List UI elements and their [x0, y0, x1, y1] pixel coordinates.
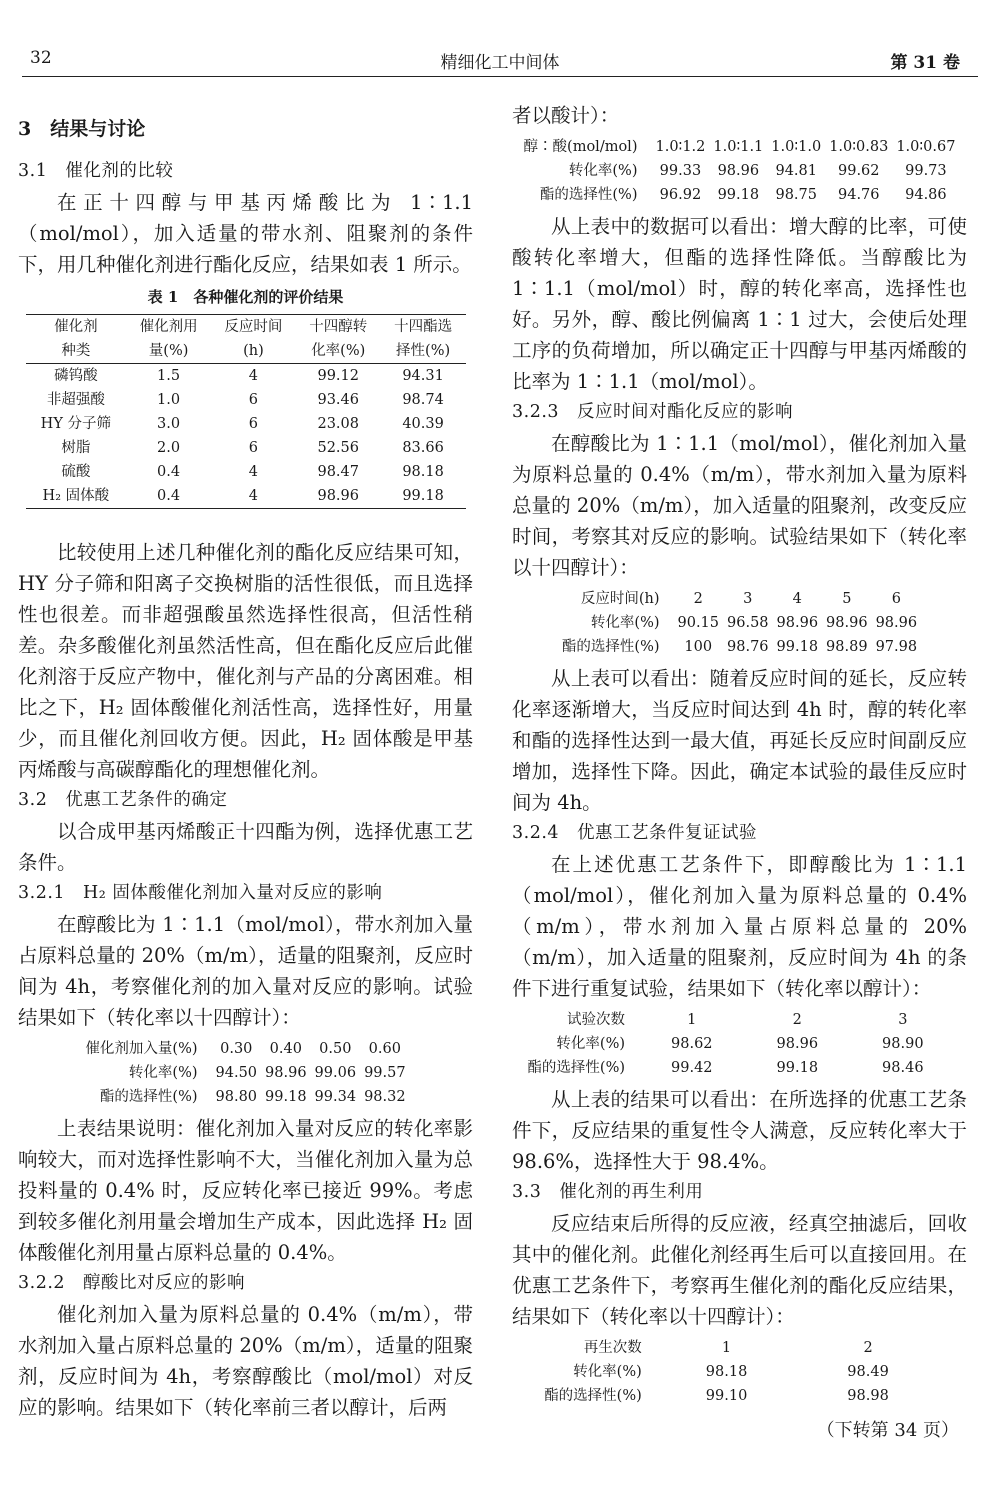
table-header-cell: 种类: [26, 339, 127, 364]
table-cell: 1.5: [157, 368, 181, 384]
table-cell: 2: [693, 591, 703, 607]
paragraph: 上表结果说明：催化剂加入量对反应的转化率影响较大，而对选择性影响不大，当催化剂加入量为总投料量的 0.4% 时，反应转化率已接近 99%。考虑到较多催化剂用量会增加生产成本，因此选择 H₂ 固体酸催化剂用量占原料总量的 0.4%。: [18, 1117, 473, 1264]
table-cell: 5: [842, 591, 852, 607]
paragraph: 比较使用上述几种催化剂的酯化反应结果可知，HY 分子筛和阳离子交换树脂的活性很低，而且选择性也很差。而非超强酸虽然选择性很高，但活性稍差。杂多酸催化剂虽然活性高，但在酯化反应后此催化剂溶于反应产物中，催化剂与产品的分离困难。相比之下，H₂ 固体酸催化剂活性高，选择性好，用量少，而且催化剂回收方便。因此，H₂ 固体酸是甲基丙烯酸与高碳醇酯化的理想催化剂。: [18, 541, 473, 781]
table-cell: 试验次数: [567, 1012, 626, 1028]
table-cell: 98.96: [776, 615, 819, 631]
table-header-cell: 十四酯选: [394, 319, 453, 335]
table-cell: 98.75: [775, 187, 817, 203]
regeneration-table: [540, 1336, 939, 1408]
table-row: [520, 159, 960, 183]
table-cell: 树脂: [61, 440, 91, 456]
table-cell: 1.0∶1.0: [771, 139, 822, 155]
paragraph: 在醇酸比为 1∶1.1（mol/mol），催化剂加入量为原料总量的 0.4%（m/m），带水剂加入量为原料总量的 20%（m/m），加入适量的阻聚剂，改变反应时间，考察其对反应的影响。试验结果如下（转化率以十四醇计）：: [512, 432, 967, 579]
table-header-cell: (h): [211, 339, 296, 364]
table-row: [520, 183, 960, 207]
table-row: [558, 611, 921, 635]
table-cell: 4: [792, 591, 802, 607]
table-cell: 1: [687, 1012, 697, 1028]
table-cell: 磷钨酸: [54, 368, 98, 384]
table-cell: 40.39: [402, 416, 444, 432]
table-cell: 98.18: [402, 464, 444, 480]
table-cell: 转化率(%): [568, 163, 638, 179]
table-cell: 90.15: [677, 615, 720, 631]
table-cell: 1.0∶0.83: [829, 139, 889, 155]
table-header-cell: 化率(%): [296, 339, 381, 364]
table-header-cell: 十四醇转: [309, 319, 368, 335]
continued-note: （下转第 34 页）: [816, 1420, 959, 1441]
table-cell: 98.80: [215, 1089, 258, 1105]
table-cell: 94.50: [215, 1065, 258, 1081]
table-cell: 1: [721, 1340, 732, 1356]
table-row: [26, 412, 466, 436]
table-row: [26, 436, 466, 460]
table-cell: 98.96: [776, 1036, 819, 1052]
table-cell: 52.56: [317, 440, 359, 456]
table-cell: 99.18: [776, 639, 819, 655]
ratio-table: [520, 135, 960, 207]
table-row: [540, 1360, 939, 1384]
table-cell: 99.10: [705, 1388, 748, 1404]
table-row: [558, 587, 921, 611]
table-row: [81, 1085, 409, 1109]
subsection-heading-3-2-1: 3.2.1 H₂ 固体酸催化剂加入量对反应的影响: [18, 883, 383, 903]
subsection-heading-3-2-3: 3.2.3 反应时间对酯化反应的影响: [512, 402, 794, 422]
table-cell: 98.96: [317, 488, 359, 504]
table-cell: 0.30: [220, 1041, 253, 1057]
table-cell: 酯的选择性(%): [539, 187, 638, 203]
page-number: 32: [30, 48, 52, 68]
left-column: [18, 100, 473, 1423]
table-cell: 2.0: [157, 440, 181, 456]
volume-label: 第 31 卷: [890, 53, 960, 73]
table-cell: 98.18: [705, 1364, 748, 1380]
table-cell: 1.0: [157, 392, 181, 408]
table-cell: 98.46: [882, 1060, 924, 1076]
table-cell: 6: [248, 440, 259, 456]
table-cell: 0.50: [319, 1041, 352, 1057]
table-cell: 99.73: [905, 163, 947, 179]
paragraph: 以合成甲基丙烯酸正十四酯为例，选择优惠工艺条件。: [18, 820, 473, 874]
table-cell: 3: [898, 1012, 908, 1028]
table-cell: 6: [248, 416, 259, 432]
table-cell: 非超强酸: [46, 392, 105, 408]
table-row: [26, 484, 466, 509]
table-cell: 催化剂加入量(%): [85, 1041, 198, 1057]
table-cell: 6: [248, 392, 259, 408]
table-cell: 硫酸: [61, 464, 91, 480]
table-row: [26, 388, 466, 412]
table-cell: 醇∶酸(mol/mol): [523, 139, 638, 155]
table-cell: 93.46: [317, 392, 359, 408]
table-header-row: [26, 339, 466, 364]
table-header-row: [26, 315, 466, 340]
table-row: [26, 460, 466, 484]
table-cell: 2: [863, 1340, 873, 1356]
table-cell: 反应时间(h): [580, 591, 660, 607]
subsection-heading-3-1: 3.1 催化剂的比较: [18, 161, 174, 181]
table-cell: 4: [248, 464, 259, 480]
table-cell: 99.33: [659, 163, 702, 179]
table-cell: 3: [743, 591, 753, 607]
table-row: [81, 1037, 409, 1061]
table-cell: 99.06: [314, 1065, 357, 1081]
table-cell: 23.08: [317, 416, 359, 432]
table-cell: 100: [684, 639, 713, 655]
table-cell: 98.90: [882, 1036, 924, 1052]
table-cell: 99.12: [317, 368, 359, 384]
reaction-time-table: [558, 587, 921, 659]
table-cell: 99.34: [314, 1089, 357, 1105]
catalyst-amount-table: [81, 1037, 409, 1109]
table-cell: 94.81: [775, 163, 817, 179]
table-cell: 6: [891, 591, 901, 607]
subsection-heading-3-2-2: 3.2.2 醇酸比对反应的影响: [18, 1273, 246, 1293]
table-cell: H₂ 固体酸: [42, 488, 110, 504]
table-cell: 酯的选择性(%): [561, 639, 660, 655]
table-cell: 98.89: [826, 639, 868, 655]
paragraph: 从上表的结果可以看出：在所选择的优惠工艺条件下，反应结果的重复性令人满意，反应转化率大于 98.6%，选择性大于 98.4%。: [512, 1088, 967, 1173]
table-cell: 1.0∶1.1: [713, 139, 764, 155]
paragraph: 从上表可以看出：随着反应时间的延长，反应转化率逐渐增大，当反应时间达到 4h 时，醇的转化率和酯的选择性达到一最大值，再延长反应时间副反应增加，选择性下降。因此，确定本试验的最佳反应时间为 4h。: [512, 667, 967, 814]
table-cell: 0.4: [157, 488, 181, 504]
table-row: [81, 1061, 409, 1085]
right-column: [512, 100, 967, 1442]
table-cell: 98.74: [402, 392, 444, 408]
table-row: [523, 1008, 955, 1032]
table-cell: 99.57: [364, 1065, 406, 1081]
table-cell: 再生次数: [583, 1340, 642, 1356]
paragraph: 反应结束后所得的反应液，经真空抽滤后，回收其中的催化剂。此催化剂经再生后可以直接回用。在优惠工艺条件下，考察再生催化剂的酯化反应结果，结果如下（转化率以十四醇计）：: [512, 1212, 967, 1328]
journal-title: 精细化工中间体: [440, 53, 560, 73]
table-header-cell: 催化剂用: [139, 319, 198, 335]
paragraph: 在醇酸比为 1∶1.1（mol/mol），带水剂加入量占原料总量的 20%（m/m），适量的阻聚剂，反应时间为 4h，考察催化剂的加入量对反应的影响。试验结果如下（转化率以十四醇计）：: [18, 913, 473, 1029]
paragraph: 在上述优惠工艺条件下，即醇酸比为 1∶1.1（mol/mol），催化剂加入量为原料总量的 0.4%（m/m），带水剂加入量占原料总量的 20%（m/m），加入适量的阻聚剂，反应时间为 4h 的条件下进行重复试验，结果如下（转化率以醇计）：: [512, 853, 967, 1000]
paragraph: 在正十四醇与甲基丙烯酸比为 1∶1.1（mol/mol），加入适量的带水剂、阻聚剂的条件下，用几种催化剂进行酯化反应，结果如表 1 所示。: [18, 191, 473, 276]
table-cell: 99.18: [402, 488, 444, 504]
table-cell: 98.32: [364, 1089, 406, 1105]
table-cell: 96.58: [727, 615, 769, 631]
repeat-test-table: [523, 1008, 955, 1080]
table-cell: 94.31: [402, 368, 444, 384]
table-cell: 98.96: [717, 163, 760, 179]
table-cell: 4: [248, 488, 259, 504]
table-cell: 99.18: [776, 1060, 819, 1076]
table-header-cell: 催化剂: [54, 319, 98, 335]
table-cell: 99.42: [671, 1060, 713, 1076]
paragraph: 者以酸计）：: [512, 104, 620, 127]
table-cell: 0.4: [157, 464, 181, 480]
header-rule: [22, 76, 978, 77]
table-cell: 转化率(%): [590, 615, 660, 631]
table-cell: 98.96: [265, 1065, 307, 1081]
table-cell: 1.0∶0.67: [896, 139, 956, 155]
section-heading-3: 3 结果与讨论: [18, 118, 146, 140]
table-row: [540, 1336, 939, 1360]
table-row: [523, 1056, 955, 1080]
table-cell: 99.62: [838, 163, 880, 179]
subsection-heading-3-2-4: 3.2.4 优惠工艺条件复证试验: [512, 823, 758, 843]
table-cell: 99.18: [717, 187, 760, 203]
table-cell: 94.86: [905, 187, 947, 203]
table-cell: 83.66: [402, 440, 444, 456]
table-cell: 99.18: [265, 1089, 307, 1105]
table-cell: 3.0: [157, 416, 181, 432]
table-cell: 0.40: [269, 1041, 302, 1057]
table-header-cell: 反应时间: [224, 319, 283, 335]
table-cell: 转化率(%): [128, 1065, 198, 1081]
table-cell: 94.76: [838, 187, 880, 203]
table-cell: 酯的选择性(%): [544, 1388, 642, 1404]
table-caption: 表 1 各种催化剂的评价结果: [147, 288, 344, 306]
table-cell: 96.92: [659, 187, 702, 203]
table-cell: 98.47: [317, 464, 359, 480]
paragraph: 从上表中的数据可以看出：增大醇的比率，可使酸转化率增大，但酯的选择性降低。当醇酸比为 1∶1.1（mol/mol）时，醇的转化率高，选择性也好。另外，醇、酸比例偏离 1∶1 过大，会使后处理工序的负荷增加，所以确定正十四醇与甲基丙烯酸的比率为 1∶1.1（mol/mol）。: [512, 215, 967, 393]
table-cell: 98.98: [847, 1388, 889, 1404]
table-cell: 98.96: [826, 615, 868, 631]
table-cell: 98.62: [671, 1036, 713, 1052]
table-cell: 转化率(%): [573, 1364, 642, 1380]
table-row: [26, 364, 466, 389]
table-cell: 2: [792, 1012, 802, 1028]
subsection-heading-3-2: 3.2 优惠工艺条件的确定: [18, 790, 228, 810]
table-cell: 98.49: [847, 1364, 889, 1380]
table-header-cell: 量(%): [126, 339, 211, 364]
paragraph: 催化剂加入量为原料总量的 0.4%（m/m），带水剂加入量占原料总量的 20%（m/m），适量的阻聚剂，反应时间为 4h，考察醇酸比（mol/mol）对反应的影响。结果如下（转化率前三者以醇计，后两: [18, 1303, 473, 1419]
table-cell: 转化率(%): [556, 1036, 626, 1052]
table-cell: 98.96: [875, 615, 918, 631]
table-cell: 97.98: [875, 639, 918, 655]
table-row: [540, 1384, 939, 1408]
subsection-heading-3-3: 3.3 催化剂的再生利用: [512, 1182, 704, 1202]
table-cell: 酯的选择性(%): [527, 1060, 626, 1076]
catalyst-table: [26, 314, 466, 509]
table-cell: HY 分子筛: [40, 416, 111, 432]
table-cell: 0.60: [368, 1041, 401, 1057]
table-row: [523, 1032, 955, 1056]
table-cell: 98.76: [727, 639, 769, 655]
table-row: [558, 635, 921, 659]
table-row: [520, 135, 960, 159]
table-cell: 酯的选择性(%): [99, 1089, 198, 1105]
table-cell: 4: [248, 368, 259, 384]
table-cell: 1.0∶1.2: [655, 139, 706, 155]
table-header-cell: 择性(%): [381, 339, 466, 364]
